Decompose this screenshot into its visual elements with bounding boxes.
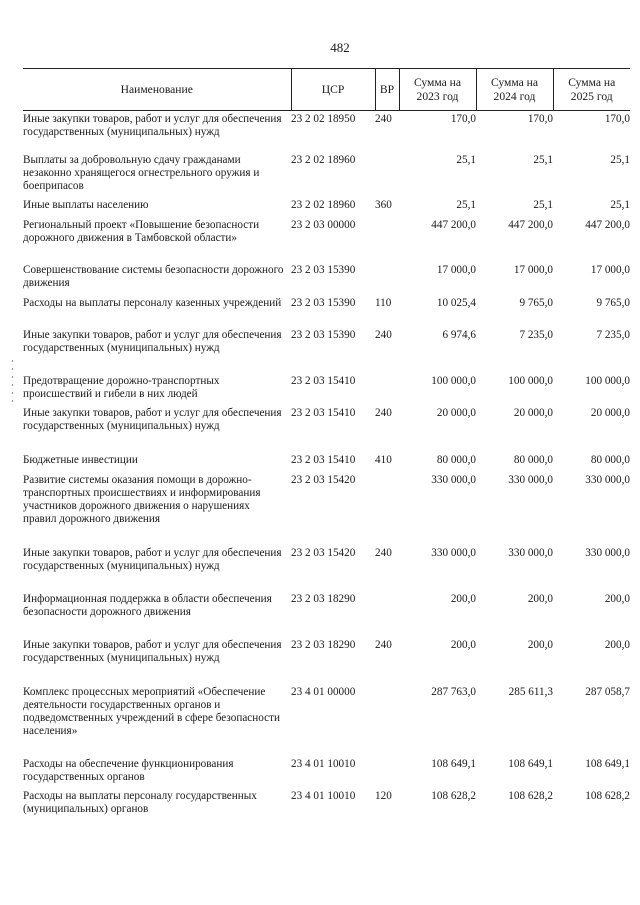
row-sum-2024: 9 765,0 bbox=[519, 296, 553, 309]
scan-margin-marks bbox=[12, 360, 14, 880]
table-row bbox=[23, 295, 630, 327]
row-sum-2025: 100 000,0 bbox=[585, 374, 630, 387]
row-sum-2025: 200,0 bbox=[604, 592, 630, 605]
row-vr bbox=[375, 373, 399, 405]
row-sum-2023: 100 000,0 bbox=[431, 374, 476, 387]
row-csr: 23 2 03 15420 bbox=[291, 546, 356, 559]
table-row bbox=[23, 545, 630, 591]
row-sum-2023: 10 025,4 bbox=[436, 296, 476, 309]
row-csr: 23 2 03 15390 bbox=[291, 328, 356, 341]
table-row bbox=[23, 262, 630, 295]
table-row bbox=[23, 637, 630, 684]
table-body bbox=[23, 111, 630, 820]
row-sum-2023: 330 000,0 bbox=[431, 473, 476, 486]
row-sum-2024: 7 235,0 bbox=[519, 328, 553, 341]
row-sum-2023: 108 628,2 bbox=[431, 789, 476, 802]
row-csr: 23 2 03 15410 bbox=[291, 453, 356, 466]
row-name: Выплаты за добровольную сдачу гражданами незаконно хранящегося огнестрельного оружия и боеприпасов bbox=[23, 153, 260, 192]
row-name: Иные закупки товаров, работ и услуг для обеспечения государственных (муниципальных) нужд bbox=[23, 113, 282, 139]
row-sum-2023: 20 000,0 bbox=[436, 406, 476, 419]
row-sum-2025: 330 000,0 bbox=[585, 473, 630, 486]
row-name: Иные закупки товаров, работ и услуг для обеспечения государственных (муниципальных) нужд bbox=[23, 638, 282, 664]
row-csr: 23 4 01 10010 bbox=[291, 789, 356, 802]
header-sum-2025: Сумма на 2025 год bbox=[553, 69, 630, 111]
table-row bbox=[23, 111, 630, 152]
row-csr: 23 2 02 18960 bbox=[291, 153, 356, 166]
row-sum-2025: 9 765,0 bbox=[596, 296, 630, 309]
row-csr: 23 2 03 15390 bbox=[291, 263, 356, 276]
table-header-row bbox=[23, 69, 630, 111]
row-sum-2023: 108 649,1 bbox=[431, 757, 476, 770]
row-name: Предотвращение дорожно-транспортных происшествий и гибели в них людей bbox=[23, 374, 220, 400]
header-csr: ЦСР bbox=[291, 69, 375, 111]
row-sum-2024: 17 000,0 bbox=[513, 263, 553, 276]
table-row bbox=[23, 452, 630, 472]
row-vr bbox=[375, 591, 399, 637]
row-vr: 110 bbox=[375, 296, 392, 309]
row-vr: 360 bbox=[375, 198, 392, 211]
row-vr bbox=[375, 217, 399, 262]
row-sum-2024: 25,1 bbox=[533, 198, 553, 211]
row-csr: 23 2 03 15390 bbox=[291, 296, 356, 309]
row-name: Иные закупки товаров, работ и услуг для обеспечения государственных (муниципальных) нужд bbox=[23, 546, 282, 572]
row-csr: 23 2 03 18290 bbox=[291, 592, 356, 605]
row-sum-2025: 25,1 bbox=[610, 153, 630, 166]
table-row bbox=[23, 591, 630, 637]
row-name: Расходы на обеспечение функционирования государственных органов bbox=[23, 757, 234, 783]
table-row bbox=[23, 217, 630, 262]
row-vr bbox=[375, 472, 399, 545]
row-name: Расходы на выплаты персоналу государственных (муниципальных) органов bbox=[23, 789, 257, 815]
row-csr: 23 4 01 10010 bbox=[291, 757, 356, 770]
row-csr: 23 2 03 15410 bbox=[291, 374, 356, 387]
row-sum-2023: 80 000,0 bbox=[436, 453, 476, 466]
row-name: Региональный проект «Повышение безопасности дорожного движения в Тамбовской области» bbox=[23, 218, 260, 244]
row-sum-2025: 108 628,2 bbox=[585, 789, 630, 802]
table-row bbox=[23, 197, 630, 217]
row-sum-2023: 17 000,0 bbox=[436, 263, 476, 276]
row-sum-2024: 200,0 bbox=[527, 592, 553, 605]
row-vr: 240 bbox=[375, 113, 392, 125]
row-csr: 23 2 03 15420 bbox=[291, 473, 356, 486]
row-sum-2024: 447 200,0 bbox=[508, 218, 553, 231]
row-csr: 23 2 02 18960 bbox=[291, 198, 356, 211]
row-sum-2024: 200,0 bbox=[527, 638, 553, 651]
row-csr: 23 4 01 00000 bbox=[291, 685, 356, 698]
table-row bbox=[23, 152, 630, 197]
row-sum-2025: 330 000,0 bbox=[585, 546, 630, 559]
row-sum-2023: 287 763,0 bbox=[431, 685, 476, 698]
row-sum-2024: 80 000,0 bbox=[513, 453, 553, 466]
table-row bbox=[23, 788, 630, 820]
row-sum-2023: 25,1 bbox=[456, 153, 476, 166]
header-name: Наименование bbox=[23, 69, 291, 111]
row-name: Расходы на выплаты персоналу казенных учреждений bbox=[23, 296, 282, 309]
row-sum-2025: 25,1 bbox=[610, 198, 630, 211]
row-sum-2024: 100 000,0 bbox=[508, 374, 553, 387]
row-sum-2025: 7 235,0 bbox=[596, 328, 630, 341]
row-sum-2024: 25,1 bbox=[533, 153, 553, 166]
row-sum-2024: 108 628,2 bbox=[508, 789, 553, 802]
row-name: Развитие системы оказания помощи в дорожно-транспортных происшествиях и информирования участников дорожного движения о нарушениях правил дорожного движения bbox=[23, 473, 261, 526]
row-sum-2024: 108 649,1 bbox=[508, 757, 553, 770]
table-row bbox=[23, 472, 630, 545]
row-name: Комплекс процессных мероприятий «Обеспечение деятельности государственных органов и подведомственных учреждений в сфере безопасности населения» bbox=[23, 685, 280, 738]
row-csr: 23 2 03 00000 bbox=[291, 218, 356, 231]
row-vr: 240 bbox=[375, 638, 392, 651]
row-sum-2024: 285 611,3 bbox=[508, 685, 553, 698]
row-sum-2025: 80 000,0 bbox=[590, 453, 630, 466]
header-vr: ВР bbox=[375, 69, 399, 111]
row-sum-2023: 170,0 bbox=[450, 113, 476, 125]
page-number: 482 bbox=[330, 40, 350, 55]
row-sum-2023: 447 200,0 bbox=[431, 218, 476, 231]
row-sum-2025: 287 058,7 bbox=[585, 685, 630, 698]
header-sum-2024: Сумма на 2024 год bbox=[476, 69, 553, 111]
row-csr: 23 2 02 18950 bbox=[291, 113, 356, 125]
row-sum-2024: 330 000,0 bbox=[508, 473, 553, 486]
table-row bbox=[23, 373, 630, 405]
row-sum-2025: 170,0 bbox=[604, 113, 630, 125]
row-vr: 410 bbox=[375, 453, 392, 466]
header-sum-2023: Сумма на 2023 год bbox=[399, 69, 476, 111]
row-vr bbox=[375, 262, 399, 295]
row-sum-2023: 200,0 bbox=[450, 592, 476, 605]
table-row bbox=[23, 405, 630, 452]
row-vr bbox=[375, 756, 399, 788]
row-sum-2023: 200,0 bbox=[450, 638, 476, 651]
row-sum-2024: 20 000,0 bbox=[513, 406, 553, 419]
row-sum-2025: 108 649,1 bbox=[585, 757, 630, 770]
row-name: Иные закупки товаров, работ и услуг для обеспечения государственных (муниципальных) нужд bbox=[23, 328, 282, 354]
row-sum-2023: 330 000,0 bbox=[431, 546, 476, 559]
row-csr: 23 2 03 15410 bbox=[291, 406, 356, 419]
row-sum-2024: 330 000,0 bbox=[508, 546, 553, 559]
row-sum-2023: 25,1 bbox=[456, 198, 476, 211]
row-sum-2023: 6 974,6 bbox=[442, 328, 476, 341]
row-sum-2025: 447 200,0 bbox=[585, 218, 630, 231]
table-row bbox=[23, 684, 630, 756]
row-name: Совершенствование системы безопасности дорожного движения bbox=[23, 263, 284, 289]
row-vr: 120 bbox=[375, 789, 392, 802]
row-sum-2025: 17 000,0 bbox=[590, 263, 630, 276]
row-name: Информационная поддержка в области обеспечения безопасности дорожного движения bbox=[23, 592, 272, 618]
row-csr: 23 2 03 18290 bbox=[291, 638, 356, 651]
row-name: Иные закупки товаров, работ и услуг для обеспечения государственных (муниципальных) нужд bbox=[23, 406, 282, 432]
row-vr: 240 bbox=[375, 406, 392, 419]
row-vr bbox=[375, 684, 399, 756]
table-row bbox=[23, 327, 630, 373]
row-vr: 240 bbox=[375, 546, 392, 559]
row-vr bbox=[375, 152, 399, 197]
table-row bbox=[23, 756, 630, 788]
budget-table bbox=[23, 68, 630, 820]
row-name: Бюджетные инвестиции bbox=[23, 453, 138, 466]
row-sum-2025: 200,0 bbox=[604, 638, 630, 651]
row-name: Иные выплаты населению bbox=[23, 198, 149, 211]
row-sum-2025: 20 000,0 bbox=[590, 406, 630, 419]
row-vr: 240 bbox=[375, 328, 392, 341]
row-sum-2024: 170,0 bbox=[527, 113, 553, 125]
